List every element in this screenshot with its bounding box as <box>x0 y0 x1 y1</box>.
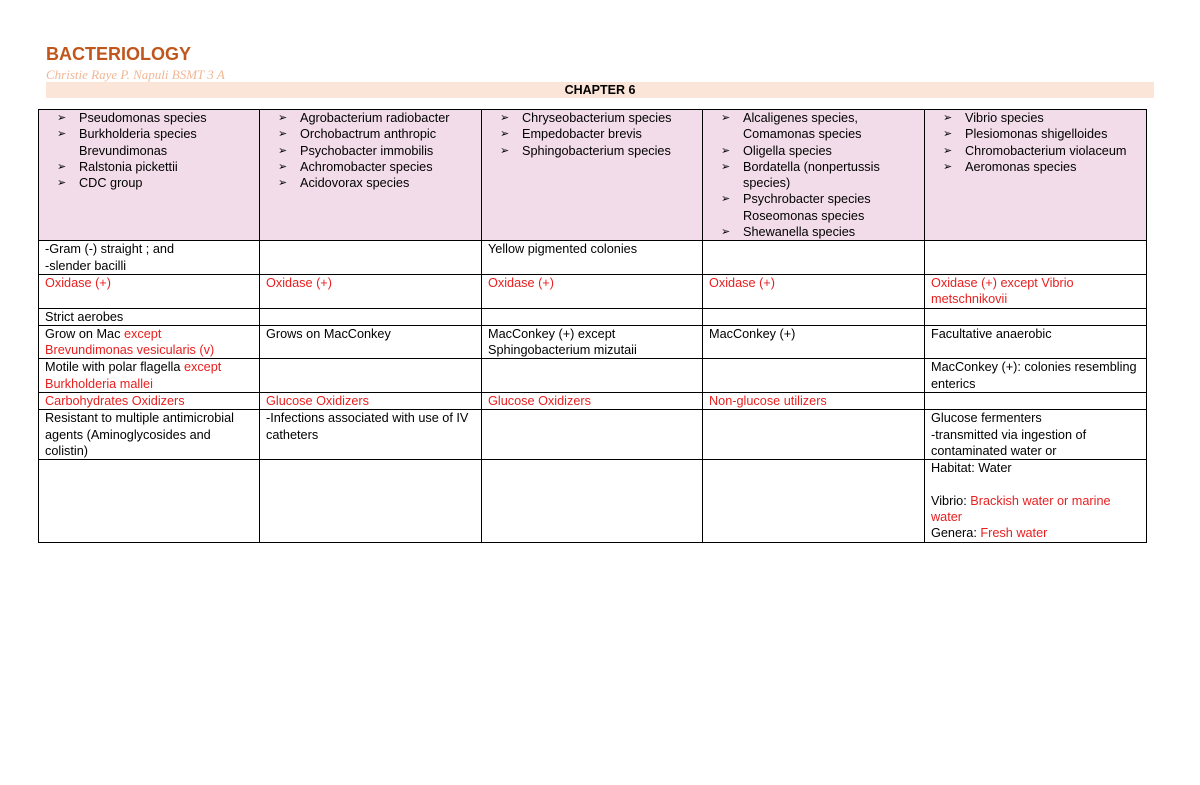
arrow-bullet-icon: ➢ <box>943 112 953 124</box>
arrow-bullet-icon: ➢ <box>721 160 731 173</box>
list-item: ➢ Agrobacterium radiobacter <box>278 111 450 125</box>
list-item: ➢ Aeromonas species <box>943 159 1077 174</box>
table-cell: Carbohydrates Oxidizers <box>39 393 260 410</box>
organism-list-4 <box>709 110 918 240</box>
table-cell: Glucose fermenters -transmitted via ingestion of contaminated water or <box>925 410 1147 460</box>
table-cell <box>703 410 925 460</box>
table-cell: Strict aerobes <box>39 308 260 325</box>
table-cell: MacConkey (+): colonies resembling enterics <box>925 359 1147 393</box>
table-cell: -Infections associated with use of IV catheters <box>260 410 482 460</box>
arrow-bullet-icon: ➢ <box>721 226 731 239</box>
list-item: ➢ Chromobacterium violaceum <box>943 143 1127 158</box>
table-cell <box>703 308 925 325</box>
list-item: ➢ Acidovorax species <box>278 176 410 191</box>
header-cell-1 <box>39 110 260 241</box>
table-cell <box>482 308 703 325</box>
list-item: ➢ Empedobacter brevis <box>500 127 642 142</box>
table-cell: Resistant to multiple antimicrobial agents (Aminoglycosides and colistin) <box>39 410 260 460</box>
list-item: ➢ Pseudomonas species <box>57 111 207 125</box>
table-cell <box>482 359 703 393</box>
table-cell: Yellow pigmented colonies <box>482 241 703 275</box>
table-cell <box>925 393 1147 410</box>
table-cell <box>260 359 482 393</box>
vibrio-habitat: Vibrio: Brackish water or marine water <box>931 493 1111 524</box>
table-cell <box>925 460 1147 542</box>
table-row <box>39 359 1147 393</box>
table-cell <box>39 460 260 542</box>
arrow-bullet-icon: ➢ <box>721 112 731 124</box>
list-item: ➢ Psychrobacter species Roseomonas species <box>721 192 871 223</box>
list-item: ➢ Chryseobacterium species <box>500 111 672 125</box>
table-cell: Glucose Oxidizers <box>260 393 482 410</box>
header-cell-5 <box>925 110 1147 241</box>
header-cell-3 <box>482 110 703 241</box>
list-item: ➢ Psychobacter immobilis <box>278 143 434 158</box>
list-item: ➢ Plesiomonas shigelloides <box>943 127 1108 142</box>
arrow-bullet-icon: ➢ <box>57 112 67 124</box>
arrow-bullet-icon: ➢ <box>943 144 953 157</box>
list-item: ➢ Orchobactrum anthropic <box>278 127 437 142</box>
table-cell <box>703 359 925 393</box>
author-line: Christie Raye P. Napuli BSMT 3 A <box>46 67 225 82</box>
table-cell <box>260 308 482 325</box>
table-cell: Grow on Mac except Brevundimonas vesicularis (v) <box>39 325 260 359</box>
list-item: ➢ Alcaligenes species, Comamonas species <box>721 111 862 142</box>
arrow-bullet-icon: ➢ <box>500 144 510 157</box>
header-cell-4 <box>703 110 925 241</box>
table-cell <box>482 410 703 460</box>
chapter-heading: CHAPTER 6 <box>46 82 1154 98</box>
table-cell <box>260 241 482 275</box>
table-cell: Non-glucose utilizers <box>703 393 925 410</box>
table-cell <box>482 460 703 542</box>
organism-header-row <box>39 110 1147 241</box>
organism-list-1 <box>45 110 253 191</box>
table-cell: Glucose Oxidizers <box>482 393 703 410</box>
list-item: ➢ Ralstonia pickettii <box>57 159 178 174</box>
table-cell: Oxidase (+) <box>703 274 925 308</box>
arrow-bullet-icon: ➢ <box>278 160 288 173</box>
table-cell: MacConkey (+) except Sphingobacterium mizutaii <box>482 325 703 359</box>
document-title: BACTERIOLOGY <box>46 44 192 64</box>
genera-habitat: Genera: Fresh water <box>931 526 1048 541</box>
arrow-bullet-icon: ➢ <box>943 160 953 173</box>
table-cell <box>925 241 1147 275</box>
list-item: ➢ Burkholderia species Brevundimonas <box>57 127 197 158</box>
arrow-bullet-icon: ➢ <box>721 193 731 206</box>
table-row <box>39 460 1147 542</box>
organism-list-5 <box>931 110 1140 175</box>
table-row <box>39 325 1147 359</box>
list-item: ➢ CDC group <box>57 176 143 191</box>
habitat-line: Habitat: Water <box>931 461 1012 476</box>
table-cell <box>260 460 482 542</box>
table-row <box>39 308 1147 325</box>
arrow-bullet-icon: ➢ <box>278 144 288 157</box>
arrow-bullet-icon: ➢ <box>721 144 731 157</box>
table-cell: Oxidase (+) <box>260 274 482 308</box>
arrow-bullet-icon: ➢ <box>500 128 510 141</box>
table-row <box>39 393 1147 410</box>
arrow-bullet-icon: ➢ <box>943 128 953 141</box>
table-row <box>39 274 1147 308</box>
bacteria-table <box>38 109 1147 543</box>
table-row <box>39 410 1147 460</box>
table-cell: Oxidase (+) <box>482 274 703 308</box>
list-item: ➢ Achromobacter species <box>278 159 433 174</box>
header-cell-2 <box>260 110 482 241</box>
list-item: ➢ Sphingobacterium species <box>500 143 671 158</box>
table-cell: Motile with polar flagella except Burkholderia mallei <box>39 359 260 393</box>
organism-list-2 <box>266 110 475 191</box>
table-cell: Oxidase (+) <box>39 274 260 308</box>
arrow-bullet-icon: ➢ <box>278 112 288 124</box>
table-cell: MacConkey (+) <box>703 325 925 359</box>
list-item: ➢ Bordatella (nonpertussis species) <box>721 159 880 191</box>
list-item: ➢ Shewanella species <box>721 225 856 240</box>
table-cell: -Gram (-) straight ; and -slender bacilli <box>39 241 260 275</box>
arrow-bullet-icon: ➢ <box>57 177 67 190</box>
table-cell <box>703 241 925 275</box>
arrow-bullet-icon: ➢ <box>500 112 510 124</box>
arrow-bullet-icon: ➢ <box>278 177 288 190</box>
table-cell: Oxidase (+) except Vibrio metschnikovii <box>925 274 1147 308</box>
table-cell <box>925 308 1147 325</box>
table-cell: Grows on MacConkey <box>260 325 482 359</box>
arrow-bullet-icon: ➢ <box>278 128 288 141</box>
table-cell <box>703 460 925 542</box>
arrow-bullet-icon: ➢ <box>57 160 67 173</box>
list-item: ➢ Vibrio species <box>943 111 1044 125</box>
organism-list-3 <box>488 110 696 159</box>
table-row <box>39 241 1147 275</box>
arrow-bullet-icon: ➢ <box>57 128 67 141</box>
table-cell: Facultative anaerobic <box>925 325 1147 359</box>
list-item: ➢ Oligella species <box>721 143 832 158</box>
